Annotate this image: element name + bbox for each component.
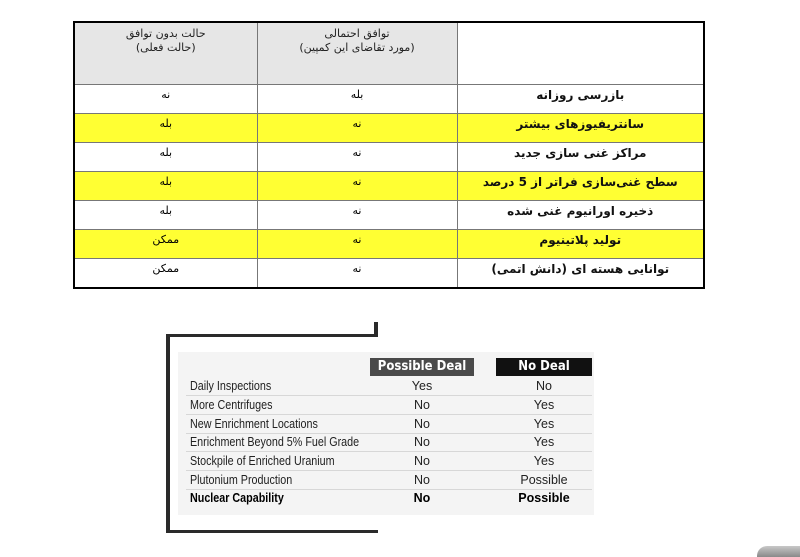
cell-no-deal: Possible bbox=[518, 491, 570, 505]
table-row bbox=[74, 259, 704, 288]
table-row bbox=[74, 114, 704, 143]
row-label: New Enrichment Locations bbox=[190, 417, 318, 431]
row-label: More Centrifuges bbox=[190, 398, 273, 412]
cell-possible: No bbox=[413, 491, 431, 505]
header-possible-deal: Possible Deal bbox=[370, 358, 474, 376]
persian-table-header bbox=[74, 22, 704, 85]
cell-possible: No bbox=[414, 435, 430, 449]
frame-line bbox=[166, 334, 170, 532]
cell-no-deal: بله bbox=[74, 143, 257, 172]
table-row bbox=[178, 452, 594, 470]
frame-line bbox=[166, 530, 378, 533]
cell-possible: نه bbox=[257, 230, 457, 259]
table-row bbox=[74, 201, 704, 230]
table-row bbox=[178, 433, 594, 451]
corner-watermark bbox=[757, 546, 800, 557]
cell-no-deal: Possible bbox=[520, 473, 568, 487]
header-possible-line2: (مورد تقاضای این کمپین) bbox=[299, 41, 415, 54]
cell-no-deal: Yes bbox=[533, 417, 555, 431]
english-table-image bbox=[166, 322, 613, 534]
row-label: Plutonium Production bbox=[190, 473, 293, 487]
cell-possible: No bbox=[414, 454, 430, 468]
row-label: ذخیره اورانیوم غنی شده bbox=[457, 201, 704, 230]
cell-possible: نه bbox=[257, 114, 457, 143]
table-row bbox=[178, 471, 594, 489]
table-row bbox=[178, 415, 594, 433]
header-no-deal: No Deal bbox=[496, 358, 592, 376]
row-label: سانتریفیوزهای بیشتر bbox=[457, 114, 704, 143]
cell-possible: بله bbox=[257, 85, 457, 114]
cell-no-deal: ممکن bbox=[74, 259, 257, 288]
table-row bbox=[74, 172, 704, 201]
row-label: بازرسی روزانه bbox=[457, 85, 704, 114]
cell-no-deal: بله bbox=[74, 201, 257, 230]
table-row bbox=[74, 230, 704, 259]
header-no-deal-line2: (حالت فعلی) bbox=[135, 41, 196, 54]
frame-line bbox=[374, 322, 378, 337]
table-row bbox=[178, 396, 594, 414]
cell-possible: نه bbox=[257, 172, 457, 201]
table-row bbox=[178, 377, 594, 395]
cell-no-deal: نه bbox=[74, 85, 257, 114]
cell-no-deal: Yes bbox=[533, 454, 555, 468]
header-no-deal bbox=[74, 22, 257, 85]
cell-possible: No bbox=[414, 473, 430, 487]
table-row bbox=[74, 143, 704, 172]
header-possible-deal bbox=[257, 22, 457, 85]
cell-no-deal: Yes bbox=[533, 435, 555, 449]
cell-possible: No bbox=[414, 398, 430, 412]
english-table bbox=[178, 352, 594, 515]
cell-possible: نه bbox=[257, 201, 457, 230]
cell-possible: نه bbox=[257, 143, 457, 172]
cell-no-deal: بله bbox=[74, 172, 257, 201]
row-label: توانایی هسته ای (دانش اتمی) bbox=[457, 259, 704, 288]
cell-no-deal: بله bbox=[74, 114, 257, 143]
frame-line bbox=[166, 334, 378, 337]
cell-no-deal: ممکن bbox=[74, 230, 257, 259]
cell-possible: Yes bbox=[411, 379, 433, 393]
row-label: Stockpile of Enriched Uranium bbox=[190, 454, 335, 468]
row-label: مراکز غنی سازی جدید bbox=[457, 143, 704, 172]
cell-no-deal: Yes bbox=[533, 398, 555, 412]
row-label: تولید پلاتینیوم bbox=[457, 230, 704, 259]
table-row bbox=[178, 489, 594, 507]
persian-comparison-table bbox=[73, 21, 705, 289]
header-no-deal-line1: حالت بدون توافق bbox=[125, 27, 206, 40]
cell-possible: No bbox=[414, 417, 430, 431]
table-row bbox=[74, 85, 704, 114]
header-possible-line1: توافق احتمالی bbox=[324, 27, 390, 40]
cell-possible: نه bbox=[257, 259, 457, 288]
row-label: Enrichment Beyond 5% Fuel Grade bbox=[190, 435, 360, 449]
header-label-blank bbox=[457, 22, 704, 85]
cell-no-deal: No bbox=[536, 379, 552, 393]
row-label: سطح غنی‌سازی فراتر از 5 درصد bbox=[457, 172, 704, 201]
row-label: Nuclear Capability bbox=[190, 491, 284, 505]
row-label: Daily Inspections bbox=[190, 379, 272, 393]
